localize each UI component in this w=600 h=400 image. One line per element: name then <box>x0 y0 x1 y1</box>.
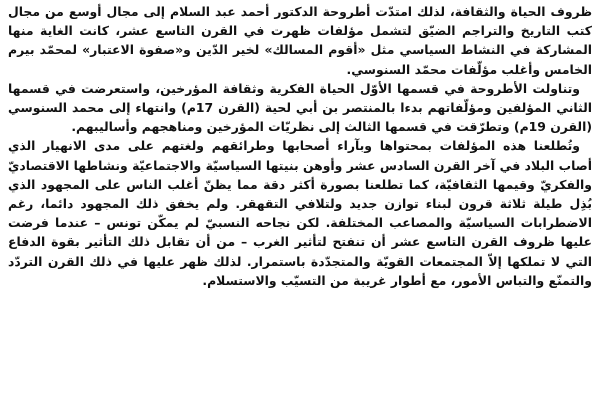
paragraph-2: وتناولت الأطروحة في قسمها الأوّل الحياة الفكرية وثقافة المؤرخين، واستعرضت في قسمها الثاني المؤلفين ومؤلّفاتهم بدءا بالمنتصر بن أبي لحية (القرن 17م) وانتهاء إلى محمد السنوسي (القرن 19م) وتطرّقت في قسمها الثالث إلى نظريّات المؤرخين ومناهجهم وأساليبهم. <box>8 80 592 135</box>
paragraph-1: ظروف الحياة والثقافة، لذلك امتدّت أطروحة الدكتور أحمد عبد السلام إلى مجال أوسع من مجال كتب التاريخ والتراجم الضيّق لتشمل مؤلفات ظهرت في القرن التاسع عشر، كانت الغاية منها المشاركة في النشاط السياسي مثل «أقوم المسالك» لخير الدّين و«صفوة الاعتبار» لمحمّد بيرم الخامس وأغلب مؤلّفات محمّد السنوسي. <box>8 4 592 77</box>
paragraph-3: وتُطلعنا هذه المؤلفات بمحتواها وبآراء أصحابها وطرائقهم ولغتهم على مدى الانهيار الذي أصاب البلاد في آخر القرن السادس عشر وأوهن بنيتها السياسيّة والاجتماعيّة ونشاطها الاقتصاديّ والفكريّ وقيمها الثقافيّة، كما تطلعنا بصورة أكثر دقة مما يظنّ أغلب الناس على المجهود الذي بُذِل طيلة ثلاثة قرون لبناء توازن جديد ولتلافي التقهقر. ولم يخفق ذلك المجهود دائما، رغم الاضطرابات السياسيّة والمصاعب المختلفة. لكن نجاحه النسبيّ لم يمكّن تونس – عندما فرضت عليها ظروف القرن التاسع عشر أن تنفتح لتأثير الغرب – من أن تقابل ذلك التأثير بقوة الدفاع التي لا تملكها إلاّ المجتمعات القويّة والمتجدّدة باستمرار. لذلك ظهر عليها في ذلك القرن التردّد والتمنّع والتباس الأمور، مع أطوار غريبة من التسيّب والاستسلام. <box>8 138 592 288</box>
document-page <box>8 2 592 398</box>
